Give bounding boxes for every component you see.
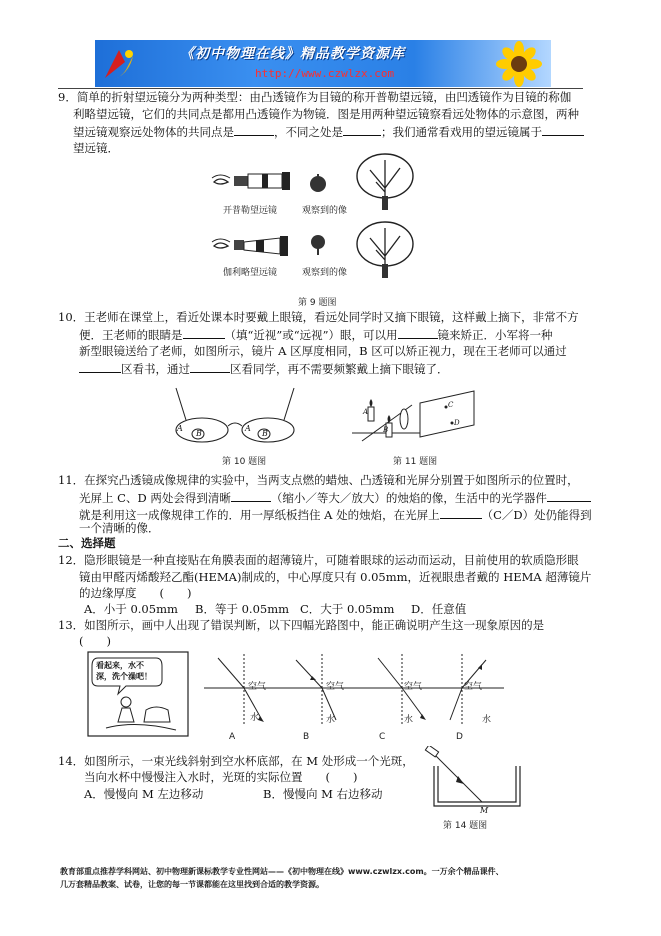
q14-option-a[interactable]: A．慢慢向 M 左边移动 bbox=[84, 787, 204, 801]
q10-caption: 第 10 题图 bbox=[222, 457, 267, 467]
q10-blank-2[interactable] bbox=[398, 326, 438, 339]
q9-caption: 第 9 题图 bbox=[298, 298, 337, 308]
q13-air-label-b: 空气 bbox=[326, 682, 345, 692]
q14-cup-figure bbox=[424, 746, 524, 810]
q9-label-image-top: 观察到的像 bbox=[302, 206, 348, 216]
q13-water-label-b: 水 bbox=[326, 715, 336, 725]
q13-air-label-a: 空气 bbox=[248, 682, 267, 692]
q11-caption: 第 11 题图 bbox=[393, 457, 438, 467]
header-url[interactable]: http://www.czwlzx.com bbox=[255, 67, 395, 80]
q12-option-c[interactable]: C．大于 0.05mm bbox=[300, 602, 395, 616]
q10-line2: 便．王老师的眼睛是 （填“近视”或“远视”）眼，可以用 镜来矫正．小军将一种 bbox=[79, 328, 553, 342]
q9-blank-3[interactable] bbox=[542, 123, 584, 136]
q11-fig-label-d: D bbox=[454, 419, 460, 427]
q11-fig-label-a: A bbox=[363, 408, 369, 416]
q10-lens-a-right: A bbox=[245, 424, 251, 433]
q9-tree-icon-bottom bbox=[357, 222, 413, 278]
q12-line3: 的边缘厚度 ( ) bbox=[79, 586, 192, 600]
q11-fig-label-b: B bbox=[383, 426, 389, 434]
q12-option-a[interactable]: A．小于 0.05mm bbox=[84, 602, 178, 616]
footer-line2: 几万套精品教案、试卷，让您的每一节课都能在这里找到合适的教学资源。 bbox=[60, 880, 324, 889]
q9-line1: 9．简单的折射望远镜分为两种类型：由凸透镜作为目镜的称开普勒望远镜，由凹透镜作为目镜的称伽 bbox=[58, 90, 572, 104]
q10-line3: 新型眼镜送给了老师，如图所示，镜片 A 区厚度相同，B 区可以矫正视力，现在王老师可以通过 bbox=[79, 344, 567, 358]
q13-diagram-a bbox=[204, 654, 286, 724]
q13-water-label-d: 水 bbox=[482, 715, 492, 725]
q14-option-b[interactable]: B．慢慢向 M 右边移动 bbox=[263, 787, 383, 801]
q12-line2: 镜由甲醛丙烯酸羟乙酯(HEMA)制成的，中心厚度只有 0.05mm，近视眼患者戴的 HEMA 超薄镜片 bbox=[79, 570, 592, 584]
q11-fig-label-c: C bbox=[448, 401, 454, 409]
q14-line2: 当向水杯中慢慢注入水时，光斑的实际位置 ( ) bbox=[84, 770, 358, 784]
q11-line1: 11．在探究凸透镜成像规律的实验中，当两支点燃的蜡烛、凸透镜和光屏分别置于如图所示的位置时， bbox=[58, 473, 579, 487]
q14-line1: 14．如图所示，一束光线斜射到空水杯底部，在 M 处形成一个光斑， bbox=[58, 754, 414, 768]
q11-blank-1[interactable] bbox=[231, 489, 271, 502]
q13-speech-bubble: 看起来，水不深，洗个澡吧！ bbox=[96, 661, 152, 681]
q13-diagram-c bbox=[362, 654, 444, 724]
q9-line4: 望远镜． bbox=[73, 141, 119, 155]
q13-label-b[interactable]: B bbox=[303, 732, 310, 742]
q13-diagram-b bbox=[282, 654, 364, 724]
q9-label-image-bottom: 观察到的像 bbox=[302, 268, 348, 278]
q11-line4: 一个清晰的像． bbox=[79, 521, 160, 535]
q9-blank-2[interactable] bbox=[343, 123, 381, 136]
q9-inverted-tree-icon bbox=[310, 174, 326, 192]
q13-line2: ( ) bbox=[79, 634, 111, 648]
header-banner bbox=[95, 40, 551, 87]
q11-line3: 就是利用这一成像规律工作的．用一厚纸板挡住 A 处的烛焰，在光屏上 （C／D）处仍能得到 bbox=[79, 508, 592, 522]
q13-label-a[interactable]: A bbox=[229, 732, 236, 742]
q10-blank-4[interactable] bbox=[190, 360, 230, 373]
q9-upright-tree-icon bbox=[311, 235, 325, 255]
q13-air-label-c: 空气 bbox=[404, 682, 423, 692]
q13-water-label-a: 水 bbox=[250, 713, 260, 723]
q9-blank-1[interactable] bbox=[234, 123, 274, 136]
q12-option-b[interactable]: B．等于 0.05mm bbox=[195, 602, 290, 616]
q10-lens-b-left: B bbox=[196, 429, 202, 438]
q9-line2: 利略望远镜，它们的共同点是都用凸透镜作为物镜．图是用两种望远镜察看远处物体的示意图，两种 bbox=[73, 107, 579, 121]
q14-m-label: M bbox=[480, 806, 489, 815]
q14-caption: 第 14 题图 bbox=[443, 821, 488, 831]
q11-line2: 光屏上 C、D 两处会得到清晰 （缩小／等大／放大）的烛焰的像，生活中的光学器件 bbox=[79, 489, 591, 507]
q13-water-label-c: 水 bbox=[404, 715, 414, 725]
q13-label-c[interactable]: C bbox=[379, 732, 386, 742]
q12-line1: 12．隐形眼镜是一种直接贴在角膜表面的超薄镜片，可随着眼球的运动而运动，目前使用的软质隐形眼 bbox=[58, 553, 579, 567]
q10-blank-3[interactable] bbox=[79, 360, 121, 373]
q10-lens-a-left: A bbox=[177, 424, 183, 433]
q13-label-d[interactable]: D bbox=[456, 732, 463, 742]
header-title: 《初中物理在线》精品教学资源库 bbox=[180, 46, 405, 62]
q13-line1: 13．如图所示，画中人出现了错误判断，以下四幅光路图中，能正确说明产生这一现象原因的是 bbox=[58, 618, 545, 632]
q9-label-kepler: 开普勒望远镜 bbox=[223, 206, 278, 216]
q9-line3: 望远镜观察远处物体的共同点是 ，不同之处是 ；我们通常看戏用的望远镜属于 bbox=[73, 123, 584, 141]
q10-glasses-figure bbox=[170, 380, 300, 450]
q9-label-galileo: 伽利略望远镜 bbox=[223, 268, 278, 278]
q11-optics-figure bbox=[352, 385, 477, 447]
footer-line1: 教育部重点推荐学科网站、初中物理新课标教学专业性网站——《初中物理在线》www.czwlzx.com。一万余个精品课件、 bbox=[60, 867, 504, 876]
q12-option-d[interactable]: D．任意值 bbox=[411, 602, 467, 616]
sunflower-icon bbox=[487, 40, 551, 87]
q10-line1: 10．王老师在课堂上，看近处课本时要戴上眼镜，看远处同学时又摘下眼镜，这样戴上摘下，非常不方 bbox=[58, 310, 579, 324]
q10-line4: 区看书，通过 区看同学，再不需要频繁戴上摘下眼镜了． bbox=[79, 360, 449, 378]
q11-blank-2[interactable] bbox=[547, 489, 591, 502]
q13-air-label-d: 空气 bbox=[464, 682, 483, 692]
q10-lens-b-right: B bbox=[262, 429, 268, 438]
q10-blank-1[interactable] bbox=[183, 326, 225, 339]
q11-blank-3[interactable] bbox=[440, 506, 482, 519]
section-2-title: 二、选择题 bbox=[58, 536, 116, 550]
site-logo-icon bbox=[99, 44, 139, 84]
q9-tree-icon-top bbox=[357, 154, 413, 210]
